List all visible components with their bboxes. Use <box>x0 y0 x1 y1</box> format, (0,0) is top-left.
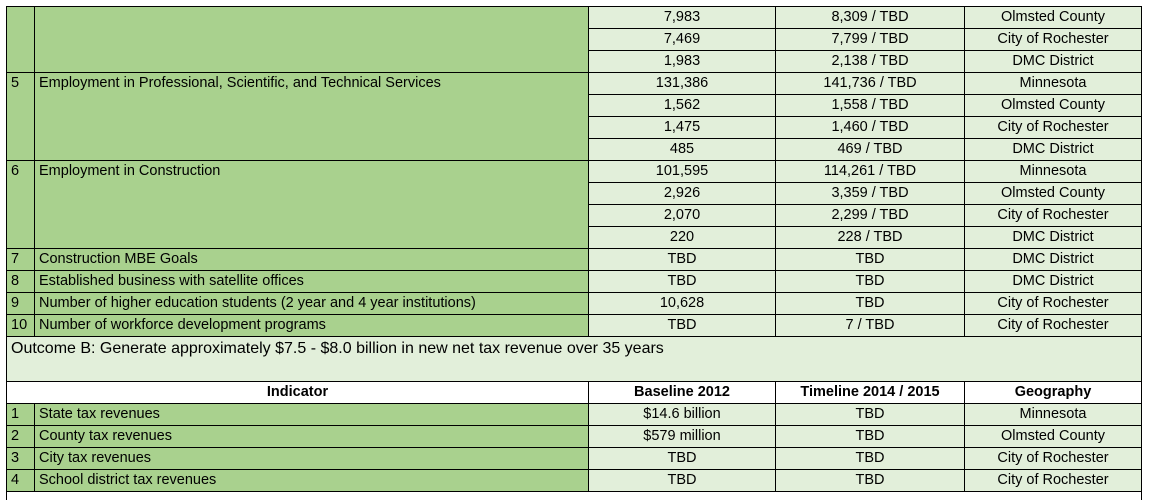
geography-cell: DMC District <box>965 227 1142 249</box>
timeline-cell: 1,460 / TBD <box>776 117 965 139</box>
baseline-cell: 7,983 <box>589 7 776 29</box>
geography-cell: City of Rochester <box>965 315 1142 337</box>
header-geography: Geography <box>965 382 1142 404</box>
timeline-cell: 1,558 / TBD <box>776 95 965 117</box>
baseline-cell: $14.6 billion <box>589 404 776 426</box>
row-number: 5 <box>7 73 35 161</box>
row-number: 9 <box>7 293 35 315</box>
outcome-b-heading: Outcome B: Generate approximately $7.5 - $8.0 billion in new net tax revenue over 35 years <box>7 337 1142 382</box>
row-number: 8 <box>7 271 35 293</box>
indicator-cell: Employment in Professional, Scientific, and Technical Services <box>35 73 589 161</box>
baseline-cell: 101,595 <box>589 161 776 183</box>
indicator-cell: Established business with satellite offices <box>35 271 589 293</box>
baseline-cell: 1,983 <box>589 51 776 73</box>
timeline-cell: 469 / TBD <box>776 139 965 161</box>
table-row <box>7 315 1142 337</box>
geography-cell: City of Rochester <box>965 448 1142 470</box>
row-number: 7 <box>7 249 35 271</box>
table-row <box>7 161 1142 183</box>
row-number: 6 <box>7 161 35 249</box>
geography-cell: Olmsted County <box>965 183 1142 205</box>
baseline-cell: TBD <box>589 470 776 492</box>
geography-cell: DMC District <box>965 139 1142 161</box>
indicator-cell <box>35 7 589 73</box>
timeline-cell: TBD <box>776 426 965 448</box>
geography-cell: City of Rochester <box>965 293 1142 315</box>
row-number: 2 <box>7 426 35 448</box>
table-row <box>7 271 1142 293</box>
geography-cell: City of Rochester <box>965 205 1142 227</box>
indicator-cell: City tax revenues <box>35 448 589 470</box>
timeline-cell: TBD <box>776 249 965 271</box>
row-number: 3 <box>7 448 35 470</box>
timeline-cell: 3,359 / TBD <box>776 183 965 205</box>
row-number: 1 <box>7 404 35 426</box>
geography-cell: City of Rochester <box>965 29 1142 51</box>
table-row <box>7 404 1142 426</box>
timeline-cell: 2,138 / TBD <box>776 51 965 73</box>
timeline-cell: 7 / TBD <box>776 315 965 337</box>
baseline-cell: 131,386 <box>589 73 776 95</box>
row-number: 4 <box>7 470 35 492</box>
indicator-cell: Number of workforce development programs <box>35 315 589 337</box>
timeline-cell: 228 / TBD <box>776 227 965 249</box>
baseline-cell: 220 <box>589 227 776 249</box>
timeline-cell: 7,799 / TBD <box>776 29 965 51</box>
timeline-cell: 2,299 / TBD <box>776 205 965 227</box>
outcome-row <box>7 337 1142 382</box>
baseline-cell: 2,070 <box>589 205 776 227</box>
indicator-cell: Employment in Construction <box>35 161 589 249</box>
blank-cell <box>7 492 1142 500</box>
timeline-cell: 141,736 / TBD <box>776 73 965 95</box>
table-row <box>7 470 1142 492</box>
indicator-table-sheet <box>6 6 1142 500</box>
baseline-cell: TBD <box>589 315 776 337</box>
timeline-cell: TBD <box>776 470 965 492</box>
geography-cell: City of Rochester <box>965 470 1142 492</box>
timeline-cell: 8,309 / TBD <box>776 7 965 29</box>
timeline-cell: TBD <box>776 293 965 315</box>
baseline-cell: 7,469 <box>589 29 776 51</box>
geography-cell: Olmsted County <box>965 426 1142 448</box>
geography-cell: Olmsted County <box>965 7 1142 29</box>
indicator-cell: School district tax revenues <box>35 470 589 492</box>
header-indicator: Indicator <box>7 382 589 404</box>
geography-cell: Minnesota <box>965 404 1142 426</box>
table-row <box>7 293 1142 315</box>
baseline-cell: TBD <box>589 271 776 293</box>
table-row <box>7 7 1142 29</box>
header-row <box>7 382 1142 404</box>
baseline-cell: 10,628 <box>589 293 776 315</box>
geography-cell: DMC District <box>965 51 1142 73</box>
baseline-cell: 1,475 <box>589 117 776 139</box>
baseline-cell: TBD <box>589 448 776 470</box>
timeline-cell: TBD <box>776 448 965 470</box>
row-number <box>7 7 35 73</box>
baseline-cell: 2,926 <box>589 183 776 205</box>
table-row <box>7 249 1142 271</box>
indicator-cell: Number of higher education students (2 year and 4 year institutions) <box>35 293 589 315</box>
table-row <box>7 426 1142 448</box>
row-number: 10 <box>7 315 35 337</box>
header-baseline: Baseline 2012 <box>589 382 776 404</box>
geography-cell: Minnesota <box>965 161 1142 183</box>
header-timeline: Timeline 2014 / 2015 <box>776 382 965 404</box>
geography-cell: Olmsted County <box>965 95 1142 117</box>
table-row <box>7 448 1142 470</box>
geography-cell: DMC District <box>965 271 1142 293</box>
geography-cell: DMC District <box>965 249 1142 271</box>
baseline-cell: 1,562 <box>589 95 776 117</box>
geography-cell: Minnesota <box>965 73 1142 95</box>
indicator-cell: County tax revenues <box>35 426 589 448</box>
baseline-cell: $579 million <box>589 426 776 448</box>
table-row <box>7 73 1142 95</box>
baseline-cell: 485 <box>589 139 776 161</box>
geography-cell: City of Rochester <box>965 117 1142 139</box>
timeline-cell: 114,261 / TBD <box>776 161 965 183</box>
indicator-cell: State tax revenues <box>35 404 589 426</box>
baseline-cell: TBD <box>589 249 776 271</box>
timeline-cell: TBD <box>776 404 965 426</box>
indicator-table <box>6 6 1142 500</box>
trailing-blank-row <box>7 492 1142 500</box>
timeline-cell: TBD <box>776 271 965 293</box>
indicator-cell: Construction MBE Goals <box>35 249 589 271</box>
